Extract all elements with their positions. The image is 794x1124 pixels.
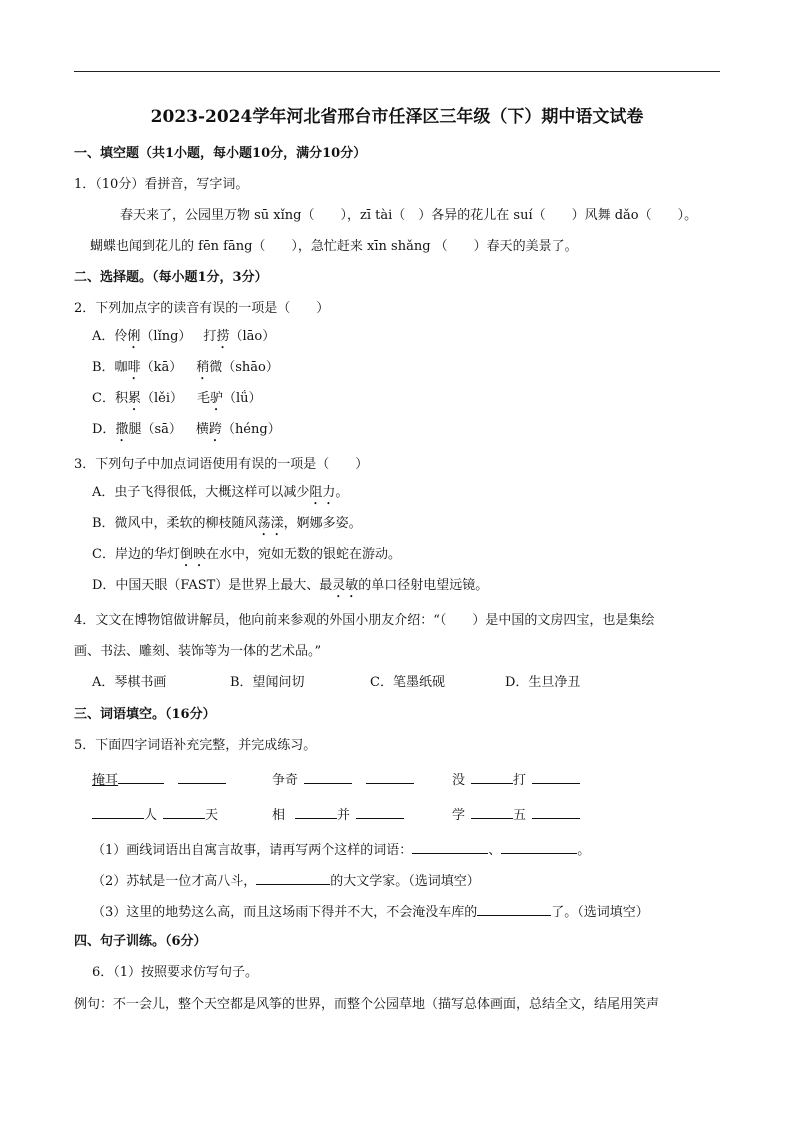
q3-stem: 3．下列句子中加点词语使用有误的一项是（ ）	[74, 457, 369, 472]
q5-sub-1-text: （1）画线词语出自寓言故事，请再写两个这样的词语：	[92, 843, 413, 858]
q3-option-d[interactable]	[92, 577, 488, 601]
q5-stem: 5．下面四字词语补充完整，并完成练习。	[74, 738, 317, 753]
q5-sub-1-blank-2[interactable]	[501, 840, 577, 854]
q3-c-end: 在水中，宛如无数的银蛇在游动。	[205, 547, 401, 562]
q4-line2: 画、书法、雕刻、装饰等为一体的艺术品。”	[74, 644, 322, 659]
q5-sub-2-blank[interactable]	[256, 871, 330, 885]
q3-b-dotted: 荡漾	[257, 516, 284, 531]
q2-b-dotted-2: 稍	[196, 360, 210, 375]
q5-word-3-char-1: 没	[452, 773, 466, 788]
q2-d-pinyin-1: （sā）	[141, 422, 182, 437]
q5-word-2[interactable]	[272, 770, 414, 790]
q3-option-b[interactable]	[92, 515, 362, 539]
q2-b-dotted-1: 啡	[127, 360, 141, 375]
q5-word-4-blank-1[interactable]	[92, 805, 144, 819]
q5-word-2-blank-1[interactable]	[304, 770, 352, 784]
q2-d-text-1b: 腿	[128, 422, 142, 437]
q2-c-dotted-2: 驴	[210, 391, 224, 406]
q3-c-dotted: 倒映	[179, 547, 206, 562]
q1-line1: 春天来了，公园里万物 sū xǐng（ ），zī tài（ ）各异的花儿在 suí（ ）风舞 dǎo（ ）。	[120, 208, 698, 223]
q5-word-1[interactable]	[92, 770, 226, 790]
q5-word-4[interactable]	[92, 805, 218, 825]
q1-stem: 1．（10分）看拼音，写字词。	[74, 177, 249, 192]
q3-a-text: A．虫子飞得很低，大概这样可以减少	[92, 485, 310, 500]
section-1-heading: 一、填空题（共1小题，每小题10分，满分10分）	[74, 146, 367, 161]
q5-sub-1-blank-1[interactable]	[412, 840, 488, 854]
q3-d-text: D．中国天眼（FAST）是世界上最大、最	[92, 578, 333, 593]
q3-d-end: 的单口径射电望远镜。	[358, 578, 489, 593]
q5-word-5-char-1: 相	[272, 808, 286, 823]
q5-word-5-char-2: 并	[337, 808, 351, 823]
q2-c-text-2: 毛	[196, 391, 210, 406]
q2-option-d[interactable]	[92, 421, 281, 445]
section-4-heading: 四、句子训练。（6分）	[74, 934, 207, 949]
q5-word-1-blank[interactable]	[178, 770, 226, 784]
q2-c-dotted-1: 累	[127, 391, 141, 406]
q5-sub-3	[92, 902, 649, 922]
q5-word-6-blank-2[interactable]	[532, 805, 580, 819]
q5-sub-3-blank[interactable]	[477, 902, 551, 916]
section-2-heading: 二、选择题。（每小题1分，3分）	[74, 270, 268, 285]
q4-option-a[interactable]: A．琴棋书画	[92, 675, 167, 690]
q3-option-a[interactable]	[92, 484, 348, 508]
q2-c-text: C．积	[92, 391, 128, 406]
q5-word-3-blank-2[interactable]	[532, 770, 580, 784]
q5-word-4-char-1: 人	[144, 808, 158, 823]
q2-option-c[interactable]	[92, 390, 262, 414]
q5-word-6-blank-1[interactable]	[471, 805, 513, 819]
q3-option-c[interactable]	[92, 546, 401, 570]
section-3-heading: 三、词语填空。（16分）	[74, 707, 216, 722]
q3-b-text: B．微风中，柔软的柳枝随风	[92, 516, 258, 531]
q5-word-5-blank-1[interactable]	[295, 805, 337, 819]
q2-d-dotted-2: 跨	[208, 422, 222, 437]
q4-option-b[interactable]: B．望闻问切	[230, 675, 305, 690]
q4-option-d[interactable]: D．生旦净丑	[505, 675, 581, 690]
q3-c-text: C．岸边的华灯	[92, 547, 180, 562]
q3-a-end: 。	[335, 485, 349, 500]
q2-c-pinyin-1: （lěi）	[140, 391, 183, 406]
q6-stem: 6．（1）按照要求仿写句子。	[92, 965, 259, 980]
q2-a-dotted-2: 捞	[216, 329, 230, 344]
q2-a-dotted-1: 俐	[127, 329, 141, 344]
q2-b-text-2: 微	[209, 360, 223, 375]
q5-word-2-text: 争奇	[272, 773, 299, 788]
q5-word-4-char-2: 天	[205, 808, 219, 823]
q2-a-text: A．伶	[92, 329, 128, 344]
q5-sub-2-text: （2）苏轼是一位才高八斗，	[92, 874, 257, 889]
page-title: 2023-2024学年河北省邢台市任泽区三年级（下）期中语文试卷	[150, 107, 644, 127]
q5-word-3-blank-1[interactable]	[471, 770, 513, 784]
q2-c-pinyin-2: （lǘ）	[223, 391, 262, 406]
q5-sub-3-text: （3）这里的地势这么高，而且这场雨下得并不大，不会淹没车库的	[92, 905, 478, 920]
q5-sub-3-end: 了。（选词填空）	[551, 905, 649, 920]
q5-word-3-char-2: 打	[513, 773, 527, 788]
q5-word-6-char-2: 五	[513, 808, 527, 823]
q2-a-pinyin-1: （lǐng）	[140, 329, 192, 344]
q2-d-dotted-1: 撒	[115, 422, 129, 437]
q5-sub-1	[92, 840, 590, 860]
q5-word-5-blank-2[interactable]	[356, 805, 404, 819]
q4-option-c[interactable]: C．笔墨纸砚	[370, 675, 445, 690]
q1-line2: 蝴蝶也闻到花儿的 fēn fāng（ ），急忙赶来 xīn shǎng （ ）春天的美景了。	[90, 239, 578, 254]
q2-option-a[interactable]	[92, 328, 275, 352]
q2-d-pinyin-2: （héng）	[221, 422, 281, 437]
q5-sub-2-end: 的大文学家。（选词填空）	[330, 874, 480, 889]
q6-example: 例句：不一会儿，整个天空都是风筝的世界，而整个公园草地（描写总体画面，总结全文，结尾用笑声	[74, 997, 660, 1012]
q5-sub-1-end: 。	[577, 843, 591, 858]
q3-d-dotted: 灵敏	[332, 578, 359, 593]
q2-a-pinyin-2: （lāo）	[229, 329, 276, 344]
q5-word-6[interactable]	[452, 805, 580, 825]
q2-stem: 2．下列加点字的读音有误的一项是（ ）	[74, 301, 330, 316]
q5-word-2-blank-2[interactable]	[366, 770, 414, 784]
q5-word-1-text: 掩耳	[92, 773, 119, 788]
q2-b-text: B．咖	[92, 360, 128, 375]
q3-a-dotted: 阻力	[309, 485, 336, 500]
q5-word-6-char-1: 学	[452, 808, 466, 823]
q2-d-text: D．	[92, 422, 116, 437]
q2-option-b[interactable]	[92, 359, 279, 383]
q5-word-5[interactable]	[272, 805, 404, 825]
q3-b-end: ，婀娜多姿。	[283, 516, 362, 531]
q5-word-3[interactable]	[452, 770, 580, 790]
q2-b-pinyin-1: （kā）	[140, 360, 183, 375]
q5-word-4-blank-2[interactable]	[163, 805, 205, 819]
q5-sub-2	[92, 871, 480, 891]
q4-line1: 4．文文在博物馆做讲解员，他向前来参观的外国小朋友介绍：“（ ）是中国的文房四宝，也是集绘	[74, 613, 655, 628]
q5-sub-1-sep: 、	[488, 843, 502, 858]
header-rule	[74, 71, 720, 72]
q2-a-text-2: 打	[203, 329, 217, 344]
q2-b-pinyin-2: （shāo）	[222, 360, 279, 375]
q2-d-text-2: 横	[195, 422, 209, 437]
